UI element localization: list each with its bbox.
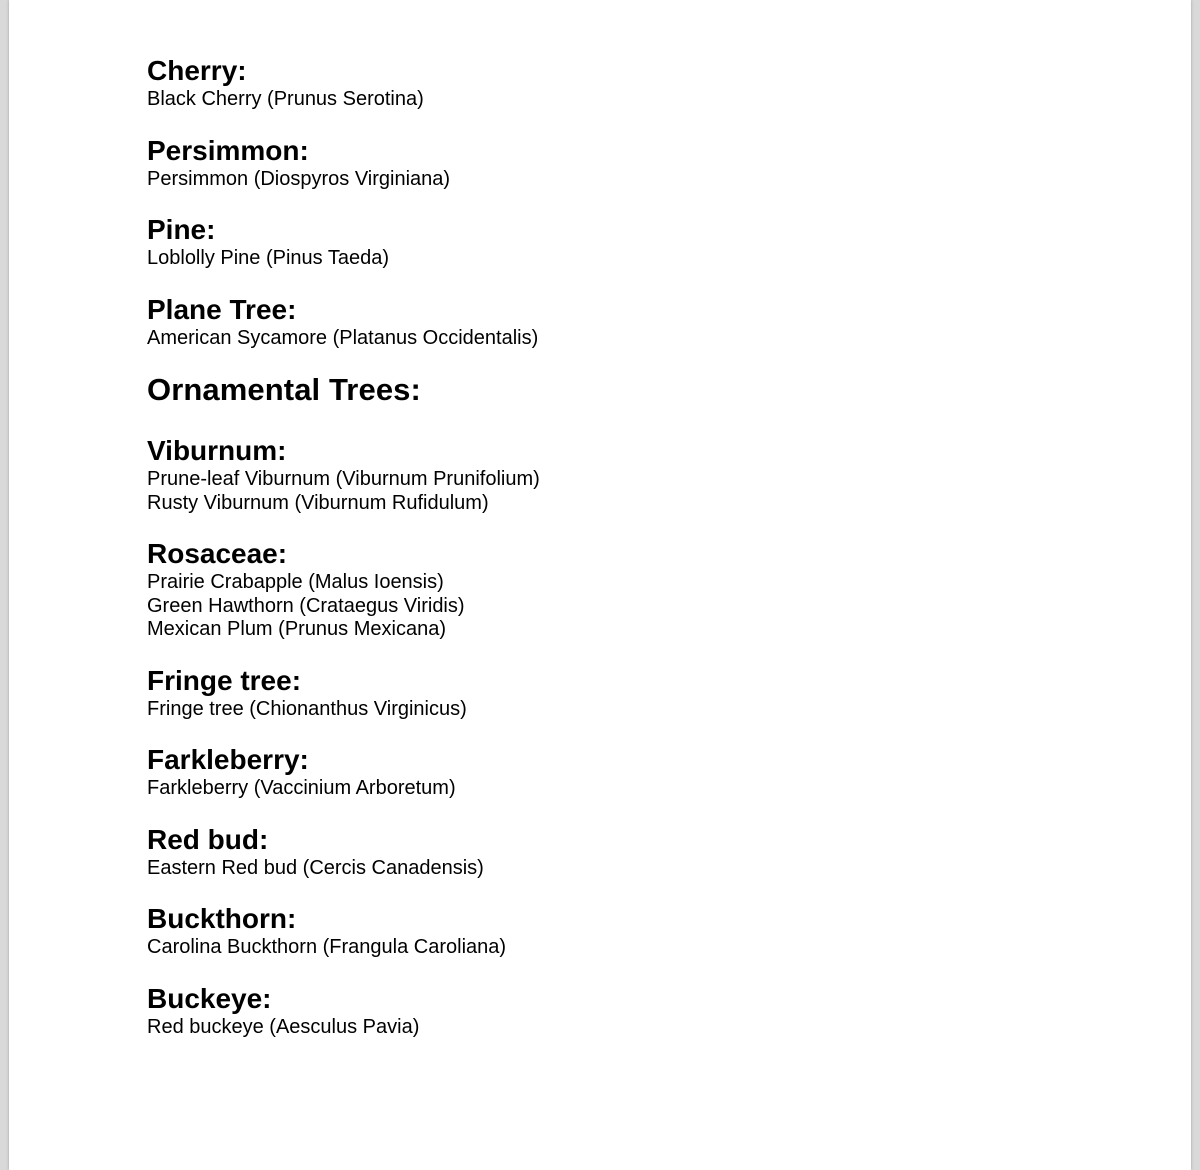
tree-group-red-bud: [147, 823, 1047, 881]
tree-group-cherry: [147, 54, 1047, 112]
tree-group-persimmon: [147, 134, 1047, 192]
group-title: Farkleberry:: [147, 744, 309, 775]
tree-group-rosaceae: [147, 537, 1047, 642]
group-title: Cherry:: [147, 55, 247, 86]
group-title: Viburnum:: [147, 435, 287, 466]
tree-group-farkleberry: [147, 743, 1047, 801]
group-title: Persimmon:: [147, 134, 309, 166]
group-title: Buckeye:: [147, 982, 272, 1014]
species-item: Prune-leaf Viburnum (Viburnum Prunifolium): [147, 468, 540, 490]
species-item: American Sycamore (Platanus Occidentalis): [147, 326, 539, 349]
group-title: Pine:: [147, 214, 216, 245]
group-title: Rosaceae:: [147, 538, 288, 569]
species-item: Eastern Red bud (Cercis Canadensis): [147, 856, 484, 879]
species-item: Persimmon (Diospyros Virginiana): [147, 167, 451, 190]
group-title: Fringe tree:: [147, 664, 302, 696]
species-item: Carolina Buckthorn (Frangula Caroliana): [147, 936, 507, 958]
group-title: Red bud:: [147, 823, 269, 855]
species-item: Black Cherry (Prunus Serotina): [147, 88, 424, 110]
species-item: Red buckeye (Aesculus Pavia): [147, 1015, 420, 1038]
group-title: Plane Tree:: [147, 293, 297, 325]
document-content: [147, 54, 1047, 1061]
species-item: Rusty Viburnum (Viburnum Rufidulum): [147, 491, 489, 514]
species-item: Farkleberry (Vaccinium Arboretum): [147, 777, 456, 799]
species-item: Fringe tree (Chionanthus Virginicus): [147, 697, 467, 720]
tree-group-buckeye: [147, 982, 1047, 1040]
tree-group-pine: [147, 213, 1047, 271]
tree-group-fringe-tree: [147, 664, 1047, 722]
species-item: Green Hawthorn (Crataegus Viridis): [147, 594, 465, 617]
tree-group-viburnum: [147, 434, 1047, 515]
species-item: Mexican Plum (Prunus Mexicana): [147, 618, 446, 640]
species-item: Prairie Crabapple (Malus Ioensis): [147, 571, 444, 593]
tree-group-plane-tree: [147, 293, 1047, 351]
tree-group-buckthorn: [147, 902, 1047, 960]
document-page: [9, 0, 1191, 1170]
group-title: Buckthorn:: [147, 903, 297, 934]
species-item: Loblolly Pine (Pinus Taeda): [147, 247, 390, 269]
section-header-ornamental-trees: Ornamental Trees:: [147, 372, 421, 407]
